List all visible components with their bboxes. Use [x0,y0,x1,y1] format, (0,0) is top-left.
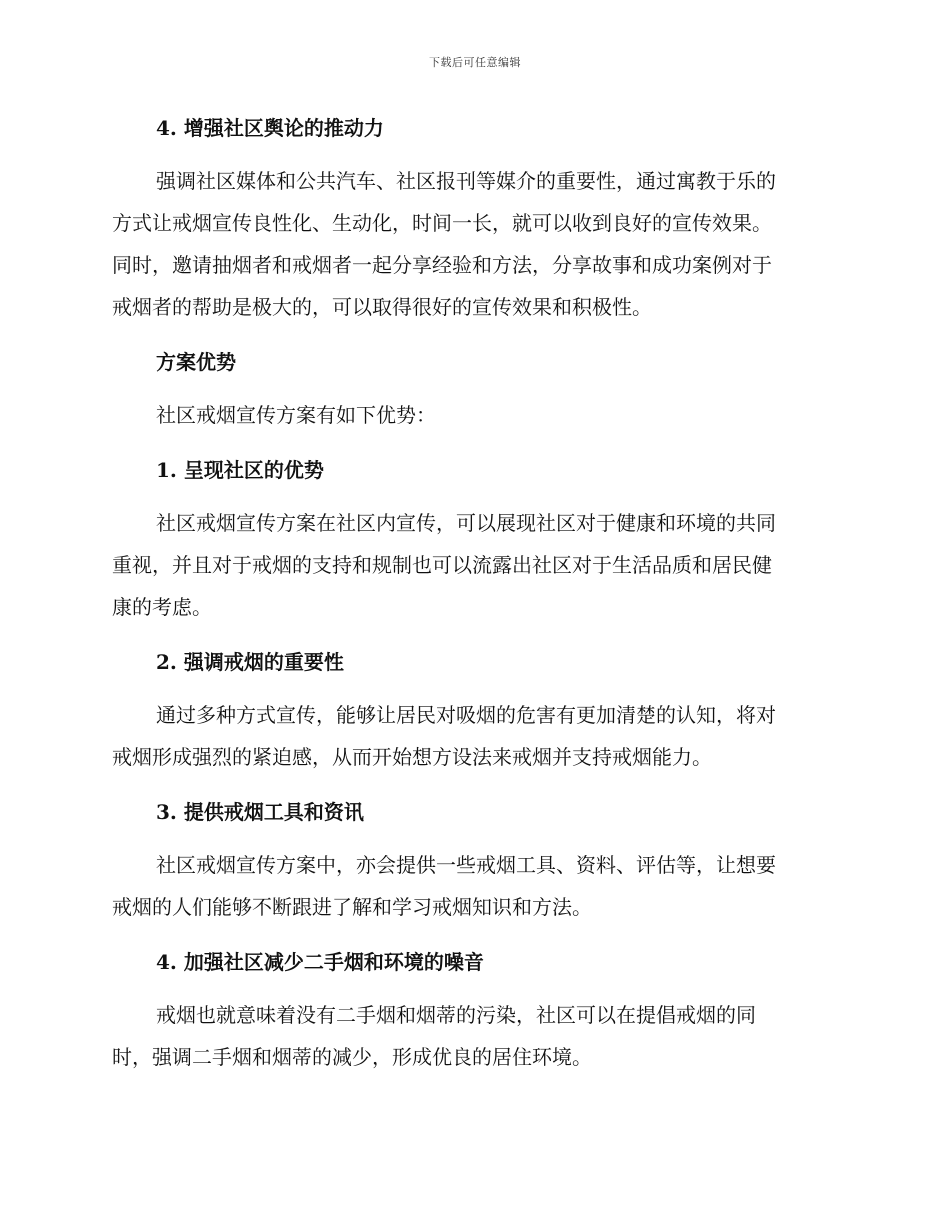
spacer [112,490,832,502]
section-heading: 4. 加强社区减少二手烟和环境的噪音 [156,950,484,974]
paragraph [112,694,832,778]
paragraph-line: 方式让戒烟宣传良性化、生动化，时间一长，就可以收到良好的宣传效果。 [112,211,772,235]
section-heading: 1. 呈现社区的优势 [156,458,324,482]
paragraph-line: 时，强调二手烟和烟蒂的减少，形成优良的居住环境。 [112,1045,592,1069]
section-heading: 3. 提供戒烟工具和资讯 [156,800,364,824]
paragraph [112,394,832,436]
spacer [112,928,832,942]
paragraph [112,160,832,328]
section-heading: 方案优势 [156,350,236,374]
paragraph-line: 戒烟形成强烈的紧迫感，从而开始想方设法来戒烟并支持戒烟能力。 [112,745,712,769]
spacer [112,328,832,342]
paragraph-line: 戒烟的人们能够不断跟进了解和学习戒烟知识和方法。 [112,895,592,919]
spacer [112,628,832,642]
paragraph-line: 康的考虑。 [112,595,212,619]
paragraph-line: 通过多种方式宣传，能够让居民对吸烟的危害有更加清楚的认知，将对 [156,703,776,727]
paragraph-line: 戒烟也就意味着没有二手烟和烟蒂的污染，社区可以在提倡戒烟的同 [156,1003,756,1027]
spacer [112,682,832,694]
paragraph [112,994,832,1078]
document-body [112,108,832,1078]
paragraph [112,844,832,928]
spacer [112,982,832,994]
paragraph-line: 社区戒烟宣传方案在社区内宣传，可以展现社区对于健康和环境的共同 [156,511,776,535]
spacer [112,148,832,160]
section-heading: 4. 增强社区舆论的推动力 [156,116,384,140]
paragraph-line: 戒烟者的帮助是极大的，可以取得很好的宣传效果和积极性。 [112,295,652,319]
paragraph-line: 重视，并且对于戒烟的支持和规制也可以流露出社区对于生活品质和居民健 [112,553,772,577]
page-header-note: 下载后可任意编辑 [429,56,521,69]
section-heading: 2. 强调戒烟的重要性 [156,650,344,674]
spacer [112,436,832,450]
paragraph-line: 社区戒烟宣传方案中，亦会提供一些戒烟工具、资料、评估等，让想要 [156,853,776,877]
paragraph-line: 同时，邀请抽烟者和戒烟者一起分享经验和方法，分享故事和成功案例对于 [112,253,772,277]
spacer [112,382,832,394]
paragraph-line: 强调社区媒体和公共汽车、社区报刊等媒介的重要性，通过寓教于乐的 [156,169,776,193]
spacer [112,778,832,792]
paragraph-line: 社区戒烟宣传方案有如下优势： [156,403,436,427]
paragraph [112,502,832,628]
spacer [112,832,832,844]
